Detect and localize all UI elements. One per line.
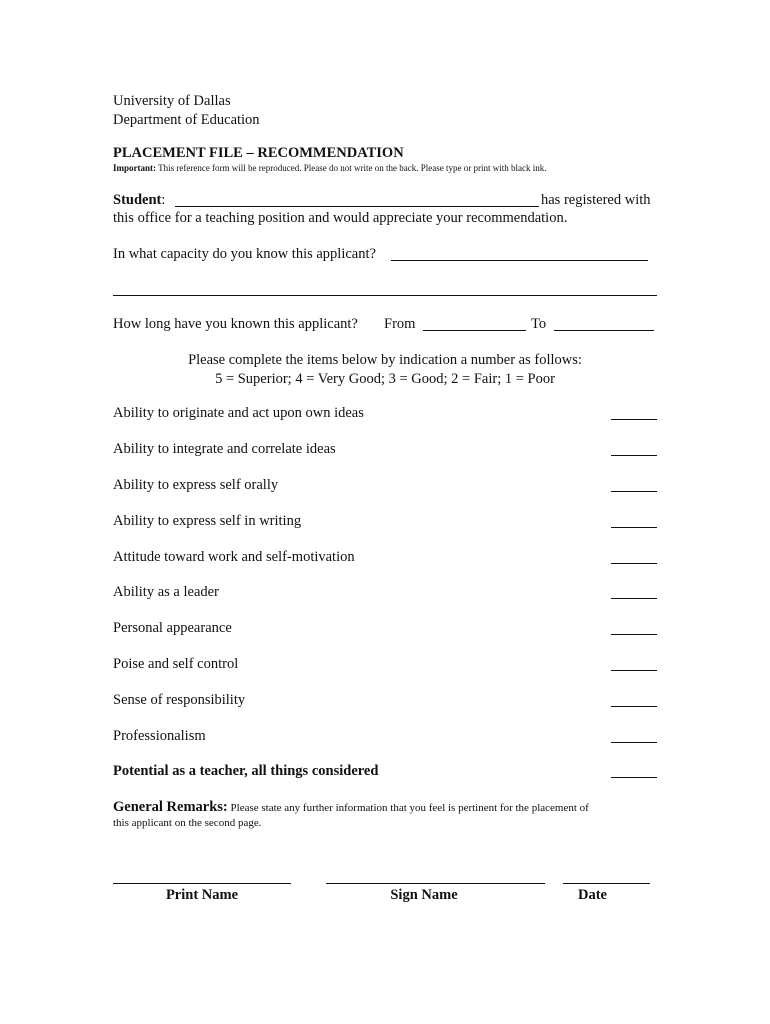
- university-name: University of Dallas: [113, 93, 231, 109]
- rating-item-label: Personal appearance: [113, 620, 232, 636]
- print-name-label: Print Name: [165, 887, 239, 903]
- capacity-field-line-2[interactable]: [113, 295, 657, 296]
- from-label: From: [384, 316, 416, 332]
- rating-field[interactable]: [611, 777, 657, 778]
- important-note: [113, 163, 546, 173]
- student-row: [113, 192, 165, 209]
- rating-item-label: Poise and self control: [113, 656, 239, 672]
- student-label: Student: [113, 192, 162, 208]
- form-title: PLACEMENT FILE – RECOMMENDATION: [113, 145, 404, 161]
- department-name: Department of Education: [113, 112, 260, 128]
- how-long-question: How long have you known this applicant?: [113, 316, 358, 332]
- rating-field[interactable]: [611, 598, 657, 599]
- rating-item-label: Ability to express self in writing: [113, 513, 302, 529]
- remarks-line-2: this applicant on the second page.: [113, 817, 262, 829]
- to-field[interactable]: [554, 330, 654, 331]
- important-text: This reference form will be reproduced. Please do not write on the back. Please type or print with black ink.: [158, 163, 547, 173]
- rating-field[interactable]: [611, 563, 657, 564]
- rating-item-label: Sense of responsibility: [113, 692, 246, 708]
- rating-field[interactable]: [611, 491, 657, 492]
- to-label: To: [531, 316, 547, 332]
- rating-item-label: Ability to express self orally: [113, 477, 279, 493]
- student-line-2: this office for a teaching position and would appreciate your recommendation.: [113, 210, 568, 226]
- capacity-question: In what capacity do you know this applicant?: [113, 246, 376, 262]
- rating-item-label: Professionalism: [113, 728, 206, 744]
- sign-name-label: Sign Name: [390, 887, 458, 903]
- rating-field[interactable]: [611, 419, 657, 420]
- print-name-field[interactable]: [113, 883, 291, 884]
- student-name-field[interactable]: [175, 206, 539, 207]
- from-field[interactable]: [423, 330, 526, 331]
- rating-item-label: Attitude toward work and self-motivation: [113, 549, 355, 565]
- capacity-field[interactable]: [391, 260, 648, 261]
- rating-item-label: Ability to integrate and correlate ideas: [113, 441, 336, 457]
- rating-item-label: Ability as a leader: [113, 584, 219, 600]
- rating-field[interactable]: [611, 742, 657, 743]
- instructions-line-2: 5 = Superior; 4 = Very Good; 3 = Good; 2 = Fair; 1 = Poor: [215, 371, 555, 387]
- rating-item-label: Ability to originate and act upon own ideas: [113, 405, 364, 421]
- date-field[interactable]: [563, 883, 650, 884]
- rating-field[interactable]: [611, 455, 657, 456]
- rating-field[interactable]: [611, 634, 657, 635]
- important-label: Important:: [113, 163, 156, 173]
- remarks-line-1: [113, 799, 589, 816]
- date-label: Date: [578, 887, 607, 903]
- student-colon: :: [161, 192, 166, 208]
- rating-field[interactable]: [611, 670, 657, 671]
- sign-name-field[interactable]: [326, 883, 545, 884]
- remarks-label: General Remarks:: [113, 799, 228, 815]
- rating-field[interactable]: [611, 527, 657, 528]
- rating-field[interactable]: [611, 706, 657, 707]
- rating-item-label: Potential as a teacher, all things considered: [113, 763, 379, 779]
- student-registered-text: has registered with: [541, 192, 651, 208]
- remarks-text: Please state any further information that you feel is pertinent for the placement of: [230, 802, 589, 814]
- instructions-line-1: Please complete the items below by indication a number as follows:: [188, 352, 582, 368]
